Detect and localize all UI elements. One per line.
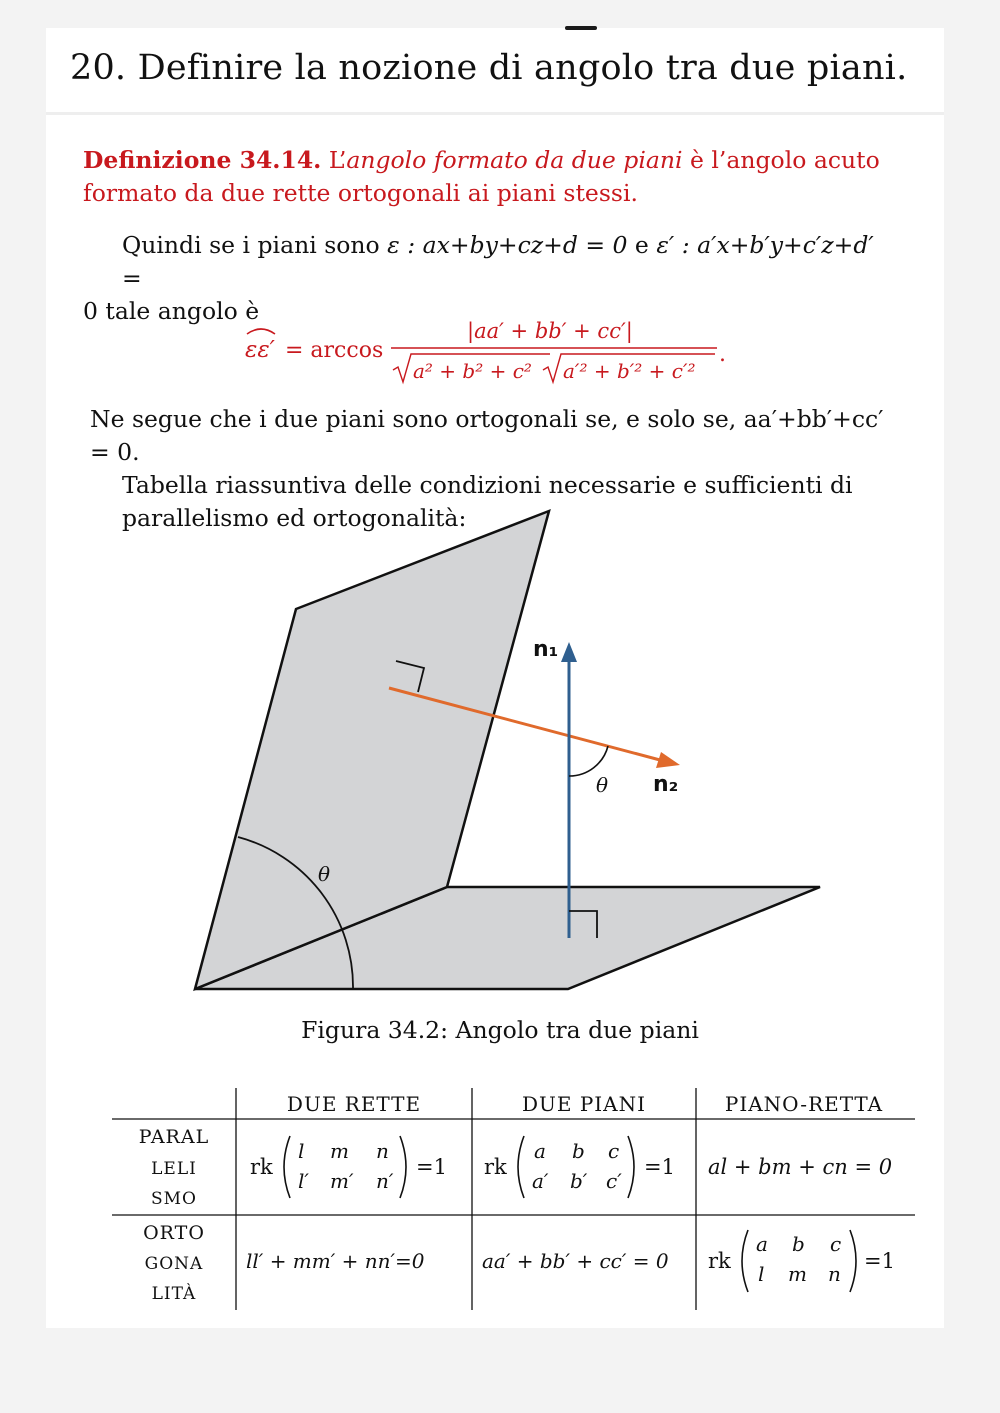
plane1-equation: ε : ax+by+cz+d = 0 bbox=[387, 231, 628, 259]
row1-piani-m2a: a′ bbox=[532, 1169, 549, 1193]
header-piano-retta: PIANO-RETTA bbox=[724, 1092, 884, 1116]
theta-lower: θ bbox=[318, 862, 331, 886]
definition-block bbox=[83, 144, 893, 210]
row1-piani-paren-left bbox=[518, 1136, 524, 1198]
row1-pianoretta: al + bm + cn = 0 bbox=[708, 1155, 893, 1179]
row1-rette-m2c: n′ bbox=[376, 1169, 394, 1193]
angle-formula bbox=[245, 312, 735, 387]
formula-arccos: = arccos bbox=[285, 338, 384, 363]
row1-piani-m2b: b′ bbox=[570, 1169, 588, 1193]
row1-piani-m1a: a bbox=[534, 1139, 546, 1163]
normal-n2-arrowhead bbox=[656, 752, 680, 768]
row2-label-3: LITÀ bbox=[151, 1284, 197, 1304]
header-due-rette: DUE RETTE bbox=[286, 1092, 422, 1116]
hat-mark bbox=[247, 329, 275, 334]
row2-pr-paren-right bbox=[850, 1230, 856, 1292]
row2-label-2: GONA bbox=[144, 1254, 204, 1274]
row1-rette-m2b: m′ bbox=[330, 1169, 354, 1193]
para1-text2: e bbox=[627, 231, 657, 259]
row1-rette-paren-right bbox=[400, 1136, 406, 1198]
summary-table bbox=[112, 1088, 917, 1313]
figure-planes bbox=[160, 508, 840, 1012]
row2-pr-paren-left bbox=[742, 1230, 748, 1292]
row1-label-3: SMO bbox=[151, 1189, 197, 1209]
label-n1: n₁ bbox=[533, 637, 559, 662]
scroll-indicator bbox=[565, 26, 597, 30]
normals-angle-arc bbox=[569, 746, 608, 776]
formula-numerator: |aa′ + bb′ + cc′| bbox=[467, 319, 633, 343]
row1-rette-m1b: m bbox=[330, 1139, 349, 1163]
definition-term: angolo formato da due piani bbox=[346, 146, 683, 174]
row1-label-2: LELI bbox=[151, 1159, 197, 1179]
row2-pr-m2c: n bbox=[828, 1262, 841, 1286]
para2-line1: Ne segue che i due piani sono ortogonali se, e solo se, aa′+bb′+cc′ = 0. bbox=[90, 405, 884, 466]
formula-svg bbox=[245, 312, 735, 387]
formula-end: . bbox=[719, 342, 726, 367]
plane2-equation: ε′ : a′x+b′y+c′z+d′ = bbox=[122, 231, 874, 292]
para1-text3: 0 tale angolo è bbox=[83, 297, 260, 325]
formula-lhs: εε′ bbox=[245, 337, 275, 363]
question-text: Definire la nozione di angolo tra due piani. bbox=[137, 48, 908, 88]
row2-pr-m1c: c bbox=[830, 1232, 842, 1256]
row2-pr-eq: =1 bbox=[864, 1249, 895, 1273]
definition-body: è l’angolo acuto formato da due rette ortogonali ai piani stessi. bbox=[83, 146, 880, 207]
theta-upper: θ bbox=[596, 773, 609, 797]
row2-rette: ll′ + mm′ + nn′=0 bbox=[246, 1249, 425, 1273]
row1-rette-paren-left bbox=[284, 1136, 290, 1198]
formula-den2: a′² + b′² + c′² bbox=[563, 359, 696, 383]
row1-label-1: PARAL bbox=[138, 1126, 210, 1148]
row2-pr-m1b: b bbox=[792, 1232, 805, 1256]
question-title bbox=[70, 48, 907, 88]
row1-rette-eq: =1 bbox=[416, 1155, 447, 1179]
label-n2: n₂ bbox=[653, 772, 679, 797]
question-number: 20. bbox=[70, 48, 127, 88]
row1-rette-m2a: l′ bbox=[298, 1169, 309, 1193]
row1-piani-m2c: c′ bbox=[606, 1169, 622, 1193]
row1-piani-m1b: b bbox=[572, 1139, 585, 1163]
definition-pre: L’ bbox=[328, 146, 347, 174]
divider bbox=[46, 112, 944, 115]
figure-caption: Figura 34.2: Angolo tra due piani bbox=[301, 1016, 699, 1044]
row2-pr-m2b: m bbox=[788, 1262, 807, 1286]
row2-pr-m2a: l bbox=[758, 1262, 765, 1286]
row2-label-1: ORTO bbox=[143, 1222, 205, 1244]
row1-rette-rk: rk bbox=[250, 1155, 273, 1179]
row2-pr-rk: rk bbox=[708, 1249, 731, 1273]
row1-piani-m1c: c bbox=[608, 1139, 620, 1163]
para2-line2: Tabella riassuntiva delle condizioni necessarie e sufficienti di parallelismo ed ortogonalità: bbox=[122, 471, 853, 532]
header-due-piani: DUE PIANI bbox=[521, 1092, 647, 1116]
row1-piani-eq: =1 bbox=[644, 1155, 675, 1179]
definition-label: Definizione 34.14. bbox=[83, 146, 322, 174]
row1-rette-m1a: l bbox=[298, 1139, 305, 1163]
row1-piani-paren-right bbox=[628, 1136, 634, 1198]
normal-n1-arrowhead bbox=[561, 642, 577, 662]
row1-piani-rk: rk bbox=[484, 1155, 507, 1179]
row2-pr-m1a: a bbox=[756, 1232, 768, 1256]
row1-rette-m1c: n bbox=[376, 1139, 389, 1163]
para1-text1: Quindi se i piani sono bbox=[122, 231, 388, 259]
summary-table-svg bbox=[112, 1088, 917, 1313]
row2-piani: aa′ + bb′ + cc′ = 0 bbox=[482, 1249, 669, 1273]
planes-diagram bbox=[160, 508, 840, 1008]
formula-den1: a² + b² + c² bbox=[413, 359, 532, 383]
